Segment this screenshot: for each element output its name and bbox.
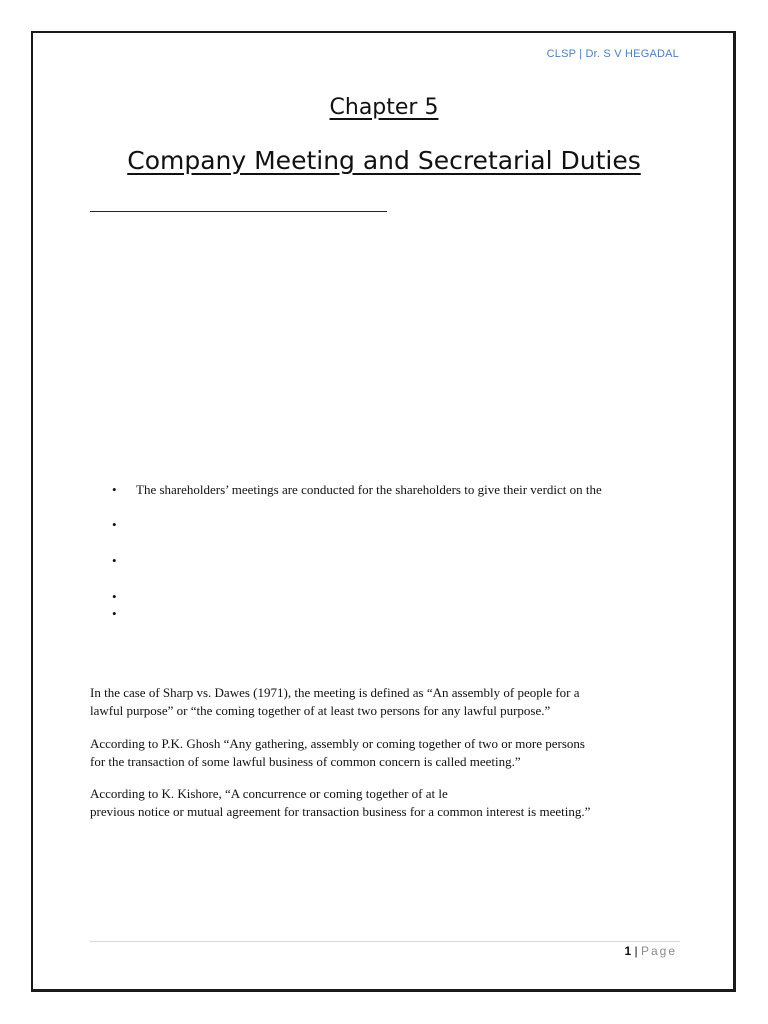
definition-line: In the case of Sharp vs. Dawes (1971), the meeting is defined as “An assembly of people for a (90, 685, 580, 700)
chapter-heading: Chapter 5 (329, 95, 439, 120)
definition-line: lawful purpose” or “the coming together of at least two persons for any lawful purpose.” (90, 703, 551, 718)
page-border (31, 31, 736, 992)
bullet-marker: • (112, 553, 117, 568)
bullet-marker: • (112, 589, 117, 604)
chapter-title: Company Meeting and Secretarial Duties (127, 146, 641, 175)
list-item (112, 482, 602, 498)
page-word: Page (640, 944, 677, 958)
footer-divider (90, 941, 680, 942)
bullet-marker: • (112, 606, 117, 621)
running-head: CLSP | Dr. S V HEGADAL (546, 48, 679, 60)
page-number-footer (624, 944, 677, 958)
bullet-marker: • (112, 482, 117, 497)
page-number: 1 (624, 944, 632, 958)
list-item (112, 589, 136, 605)
definition-sharp-dawes (90, 684, 690, 720)
definition-line: previous notice or mutual agreement for transaction business for a common interest is meeting.” (90, 804, 591, 819)
bullet-text: The shareholders’ meetings are conducted for the shareholders to give their verdict on the (136, 482, 602, 497)
definition-line: According to P.K. Ghosh “Any gathering, assembly or coming together of two or more persons (90, 736, 585, 751)
list-item (112, 553, 136, 569)
definition-line: for the transaction of some lawful business of common concern is called meeting.” (90, 754, 521, 769)
definition-line: According to K. Kishore, “A concurrence or coming together of at le (90, 786, 448, 801)
definition-pk-ghosh (90, 735, 690, 771)
title-divider (90, 211, 387, 212)
list-item (112, 606, 136, 622)
list-item (112, 517, 136, 533)
definition-k-kishore (90, 785, 690, 821)
page-separator: | (631, 944, 641, 958)
bullet-marker: • (112, 517, 117, 532)
